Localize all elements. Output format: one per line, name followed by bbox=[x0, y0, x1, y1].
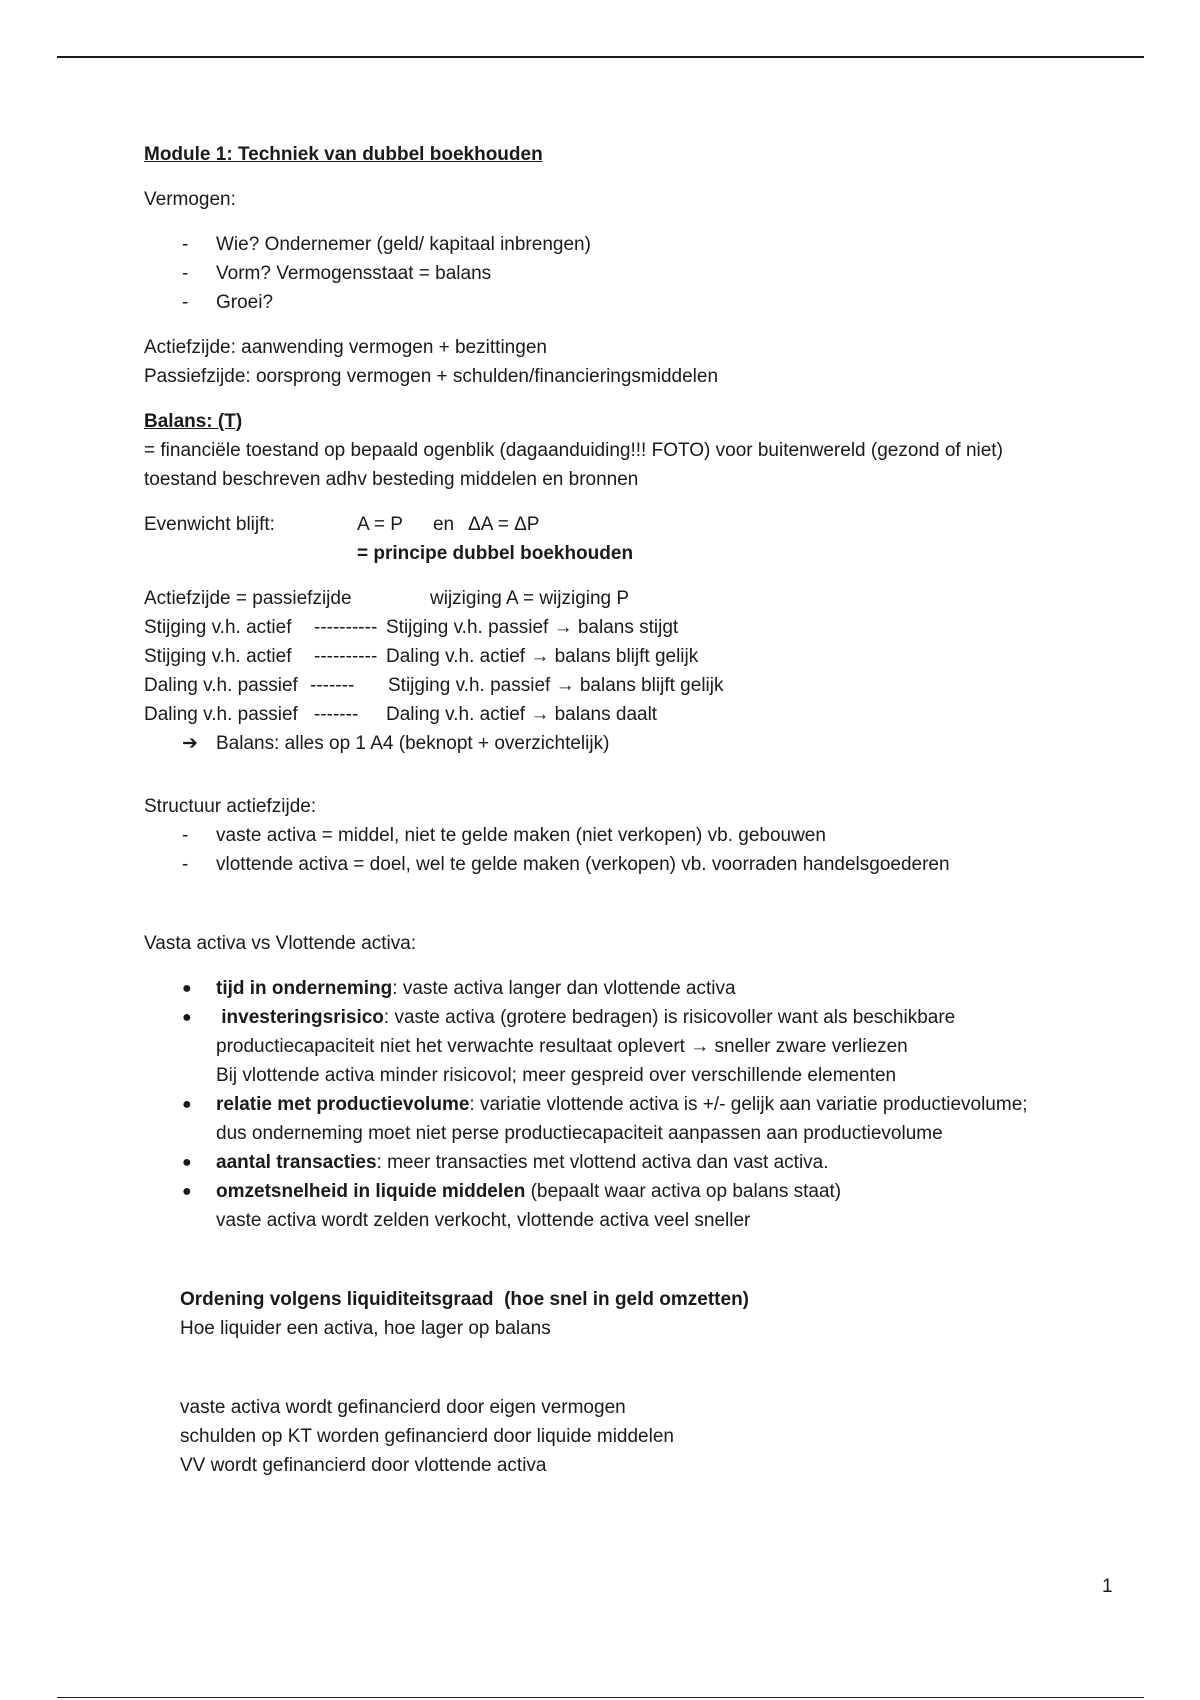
principle-text: = principe dubbel boekhouden bbox=[357, 543, 634, 564]
wijziging-header-row bbox=[144, 584, 1094, 613]
structuur-label: Structuur actiefzijde: bbox=[144, 796, 317, 817]
footer-rule bbox=[57, 1697, 1144, 1698]
bullet-icon: ● bbox=[182, 1009, 192, 1026]
table-row: Stijging v.h. actief ---------- Stijging v.h. passief → balans stijgt bbox=[144, 617, 679, 638]
bullet-icon: ● bbox=[182, 1154, 192, 1171]
page-number: 1 bbox=[1102, 1576, 1113, 1597]
bullet-icon: ● bbox=[182, 1096, 192, 1113]
dash-marker: - bbox=[182, 234, 189, 255]
actiefzijde-def: Actiefzijde: aanwending vermogen + bezittingen bbox=[144, 337, 547, 358]
principle-row bbox=[144, 539, 1094, 568]
list-item: - Groei? bbox=[144, 288, 1094, 317]
balans-conclusion: ➔ Balans: alles op 1 A4 (beknopt + overzichtelijk) bbox=[144, 729, 1094, 758]
table-row: Daling v.h. passief ------- Daling v.h. actief → balans daalt bbox=[144, 704, 658, 725]
list-item: - Wie? Ondernemer (geld/ kapitaal inbrengen) bbox=[144, 230, 1094, 259]
vergelijking-list bbox=[144, 974, 1094, 1235]
dash-marker: - bbox=[182, 825, 189, 846]
list-item: - vaste activa = middel, niet te gelde maken (niet verkopen) vb. gebouwen bbox=[144, 821, 1094, 850]
list-item: ● omzetsnelheid in liquide middelen (bepaalt waar activa op balans staat) vaste activa wordt zelden verkocht, vlottende activa veel sneller bbox=[144, 1177, 1094, 1235]
formula-delta: ΔA = ΔP bbox=[468, 514, 540, 535]
financiering-line: vaste activa wordt gefinancierd door eigen vermogen bbox=[180, 1397, 626, 1418]
formula-a-p: A = P bbox=[357, 514, 403, 535]
list-item: ● investeringsrisico: vaste activa (grotere bedragen) is risicovoller want als beschikbare productiecapaciteit niet het verwachte resultaat oplevert → sneller zware verliezen Bij vlottende activa minder risicovol; meer gespreid over verschillende elementen bbox=[144, 1003, 1094, 1090]
dash-marker: - bbox=[182, 263, 189, 284]
document-page bbox=[144, 140, 1094, 1480]
list-item: ● tijd in onderneming: vaste activa langer dan vlottende activa bbox=[144, 974, 1094, 1003]
list-item: ● relatie met productievolume: variatie vlottende activa is +/- gelijk aan variatie productievolume; dus onderneming moet niet perse productiecapaciteit aanpassen aan productievolume bbox=[144, 1090, 1094, 1148]
passiefzijde-def: Passiefzijde: oorsprong vermogen + schulden/financieringsmiddelen bbox=[144, 366, 719, 387]
vermogen-list bbox=[144, 230, 1094, 317]
bullet-icon: ● bbox=[182, 1183, 192, 1200]
financiering-line: schulden op KT worden gefinancierd door liquide middelen bbox=[180, 1426, 674, 1447]
wijziging-header-left: Actiefzijde = passiefzijde bbox=[144, 588, 352, 609]
balans-line-1: = financiële toestand op bepaald ogenblik (dagaanduiding!!! FOTO) voor buitenwereld (gezond of niet) bbox=[144, 440, 1003, 461]
table-row: Daling v.h. passief ------- Stijging v.h. passief → balans blijft gelijk bbox=[144, 675, 724, 696]
vergelijking-label: Vasta activa vs Vlottende activa: bbox=[144, 933, 417, 954]
table-row: Stijging v.h. actief ---------- Daling v.h. actief → balans blijft gelijk bbox=[144, 646, 699, 667]
balans-line-2: toestand beschreven adhv besteding middelen en bronnen bbox=[144, 469, 639, 490]
dash-marker: - bbox=[182, 854, 189, 875]
ordening-title: Ordening volgens liquiditeitsgraad (hoe snel in geld omzetten) bbox=[180, 1289, 749, 1310]
header-rule bbox=[57, 56, 1144, 58]
list-item: - vlottende activa = doel, wel te gelde maken (verkopen) vb. voorraden handelsgoederen bbox=[144, 850, 1094, 879]
list-item: - Vorm? Vermogensstaat = balans bbox=[144, 259, 1094, 288]
financiering-line: VV wordt gefinancierd door vlottende activa bbox=[180, 1455, 547, 1476]
dash-marker: - bbox=[182, 292, 189, 313]
formula-conj: en bbox=[432, 514, 455, 535]
wijziging-header-right: wijziging A = wijziging P bbox=[430, 588, 630, 609]
evenwicht-row bbox=[144, 510, 1094, 539]
evenwicht-label: Evenwicht blijft: bbox=[144, 514, 275, 535]
bullet-icon: ● bbox=[182, 980, 192, 997]
ordening-line: Hoe liquider een activa, hoe lager op balans bbox=[180, 1318, 551, 1339]
module-heading: Module 1: Techniek van dubbel boekhouden bbox=[144, 144, 543, 165]
structuur-list bbox=[144, 821, 1094, 879]
vermogen-label: Vermogen: bbox=[144, 189, 236, 210]
arrow-icon: ➔ bbox=[182, 733, 198, 754]
list-item: ● aantal transacties: meer transacties met vlottend activa dan vast activa. bbox=[144, 1148, 1094, 1177]
balans-title: Balans: (T) bbox=[144, 411, 243, 432]
